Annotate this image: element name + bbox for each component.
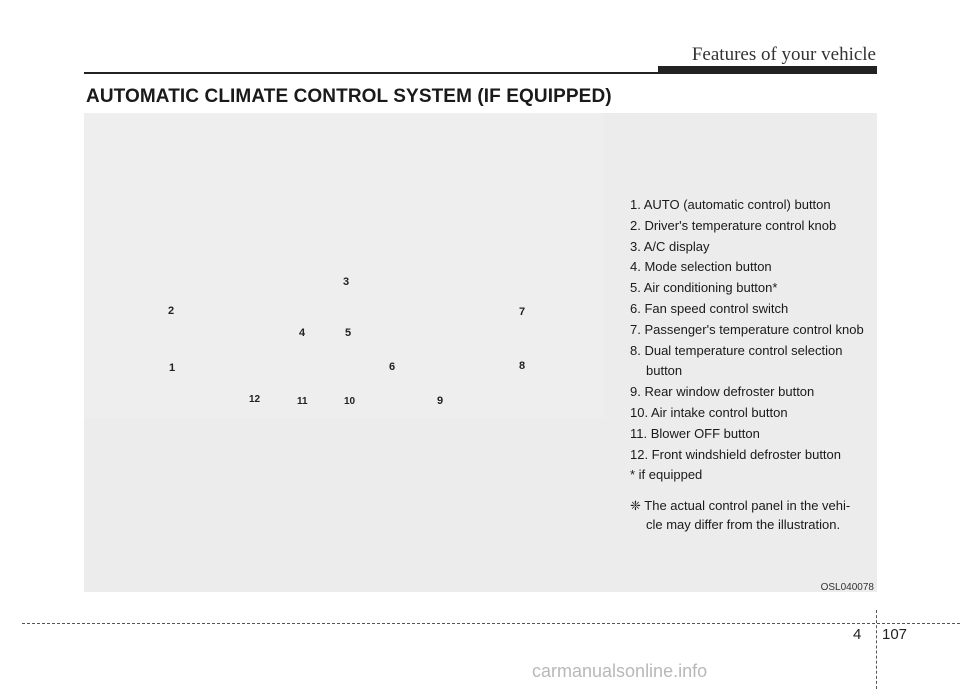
figure-legend	[630, 195, 870, 534]
legend-item: 11. Blower OFF button	[630, 425, 760, 441]
control-panel-illustration	[84, 113, 604, 418]
page-number: 107	[882, 626, 908, 643]
legend-item: 2. Driver's temperature control knob	[630, 217, 837, 233]
callout-2: 2	[168, 305, 175, 317]
section-title: AUTOMATIC CLIMATE CONTROL SYSTEM (IF EQUIPPED)	[86, 86, 612, 107]
legend-item: 9. Rear window defroster button	[630, 384, 815, 400]
header-accent-bar	[658, 66, 877, 74]
legend-item: 5. Air conditioning button*	[630, 280, 778, 296]
callout-6: 6	[389, 361, 396, 373]
callout-3: 3	[343, 276, 350, 288]
chapter-number: 4	[853, 626, 862, 643]
callout-9: 9	[437, 395, 444, 407]
callout-7: 7	[519, 306, 526, 318]
running-header-title: Features of your vehicle	[691, 44, 876, 65]
callout-4: 4	[299, 327, 306, 339]
legend-item: 3. A/C display	[630, 238, 710, 254]
callout-5: 5	[345, 327, 352, 339]
legend-footnote: * if equipped	[630, 467, 703, 483]
legend-item: 10. Air intake control button	[630, 404, 788, 420]
legend-item: 8. Dual temperature control selection button	[630, 342, 843, 379]
page-number-separator	[876, 610, 877, 689]
callout-10: 10	[344, 396, 356, 407]
callout-1: 1	[169, 362, 176, 374]
callout-12: 12	[249, 394, 261, 405]
legend-item: 7. Passenger's temperature control knob	[630, 321, 864, 337]
legend-item: 1. AUTO (automatic control) button	[630, 197, 831, 212]
footer-rule	[22, 623, 960, 624]
site-watermark: carmanualsonline.info	[532, 661, 708, 681]
legend-item: 6. Fan speed control switch	[630, 300, 789, 316]
legend-item: 4. Mode selection button	[630, 259, 772, 275]
callout-11: 11	[297, 396, 308, 407]
figure-code: OSL040078	[820, 582, 874, 593]
legend-item: 12. Front windshield defroster button	[630, 446, 842, 462]
callout-8: 8	[519, 360, 526, 372]
legend-note: ❈ The actual control panel in the vehi- cle may differ from the illustration.	[630, 498, 851, 533]
